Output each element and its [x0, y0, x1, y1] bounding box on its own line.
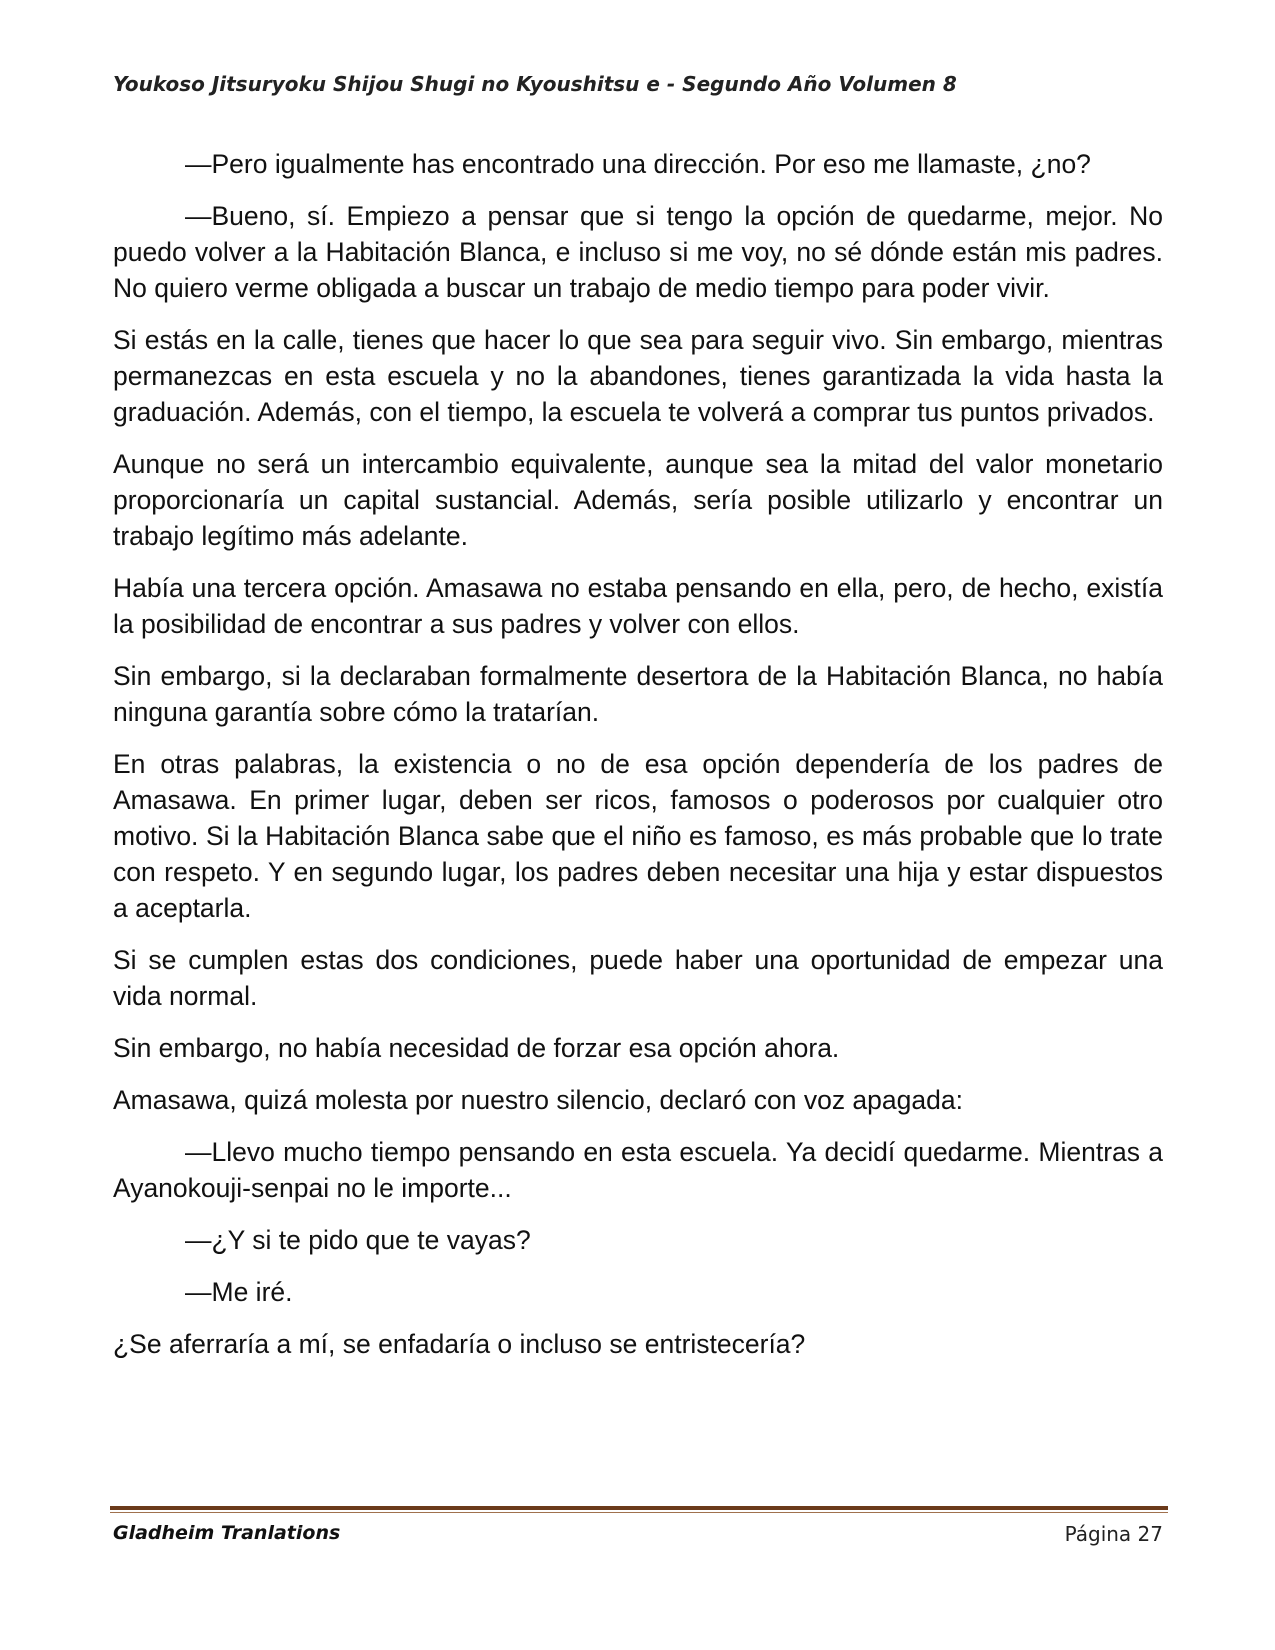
paragraph: —¿Y si te pido que te vayas? [185, 1225, 531, 1255]
paragraph: Sin embargo, no había necesidad de forzar esa opción ahora. [113, 1033, 840, 1063]
paragraph: Si se cumplen estas dos condiciones, puede haber una oportunidad de empezar una vida normal. [113, 945, 1163, 1011]
paragraph: Aunque no será un intercambio equivalente, aunque sea la mitad del valor monetario proporcionaría un capital sustancial. Además, sería posible utilizarlo y encontrar un trabajo legítimo más adelante. [113, 449, 1163, 551]
paragraph: —Bueno, sí. Empiezo a pensar que si tengo la opción de quedarme, mejor. No puedo volver a la Habitación Blanca, e incluso si me voy, no sé dónde están mis padres. No quiero verme obligada a buscar un trabajo de medio tiempo para poder vivir. [113, 201, 1163, 303]
paragraph: Sin embargo, si la declaraban formalmente desertora de la Habitación Blanca, no había ninguna garantía sobre cómo la tratarían. [113, 661, 1163, 727]
paragraph: Si estás en la calle, tienes que hacer lo que sea para seguir vivo. Sin embargo, mientras permanezcas en esta escuela y no la abandones, tienes garantizada la vida hasta la graduación. Además, con el tiempo, la escuela te volverá a comprar tus puntos privados. [113, 325, 1163, 427]
page-indicator [1065, 1522, 1163, 1546]
footer-rule [110, 1506, 1168, 1510]
paragraph: Había una tercera opción. Amasawa no estaba pensando en ella, pero, de hecho, existía la posibilidad de encontrar a sus padres y volver con ellos. [113, 573, 1163, 639]
paragraph: —Pero igualmente has encontrado una dirección. Por eso me llamaste, ¿no? [185, 149, 1091, 179]
footer-rule-thin [110, 1512, 1168, 1513]
body-text [113, 146, 1163, 1378]
page-label: Página [1064, 1522, 1132, 1546]
footer-group-name: Gladheim Tranlations [113, 1522, 341, 1544]
paragraph: ¿Se aferraría a mí, se enfadaría o incluso se entristecería? [113, 1329, 806, 1359]
running-header: Youkoso Jitsuryoku Shijou Shugi no Kyoushitsu e - Segundo Año Volumen 8 [113, 72, 957, 96]
page-number: 27 [1137, 1522, 1163, 1546]
paragraph: —Llevo mucho tiempo pensando en esta escuela. Ya decidí quedarme. Mientras a Ayanokouji-senpai no le importe... [113, 1137, 1163, 1203]
paragraph: —Me iré. [185, 1277, 293, 1307]
paragraph: Amasawa, quizá molesta por nuestro silencio, declaró con voz apagada: [113, 1085, 963, 1115]
paragraph: En otras palabras, la existencia o no de esa opción dependería de los padres de Amasawa. En primer lugar, deben ser ricos, famosos o poderosos por cualquier otro motivo. Si la Habitación Blanca sabe que el niño es famoso, es más probable que lo trate con respeto. Y en segundo lugar, los padres deben necesitar una hija y estar dispuestos a aceptarla. [113, 749, 1163, 923]
